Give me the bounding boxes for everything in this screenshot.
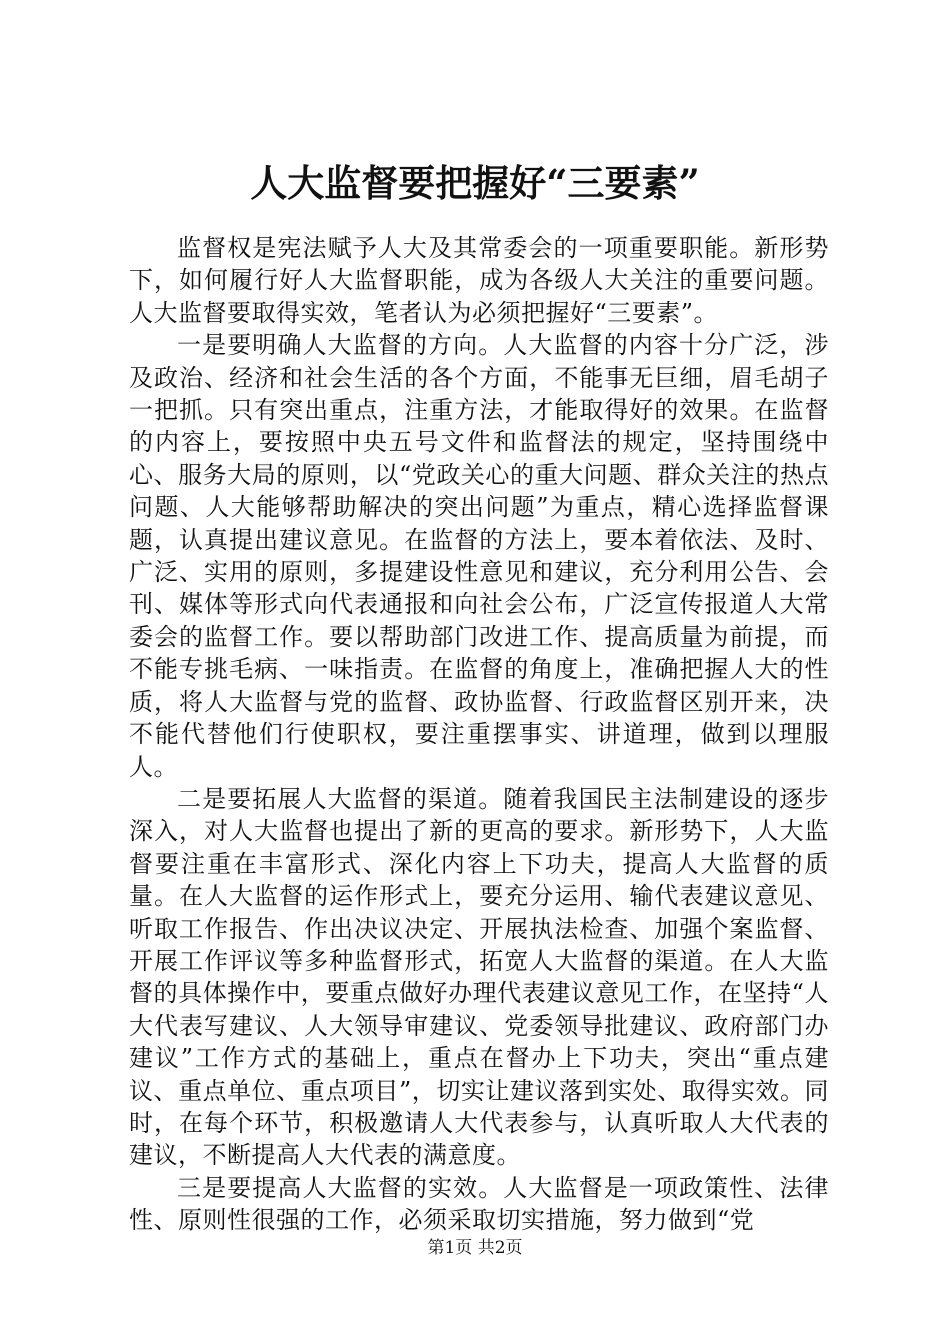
page-footer: 第1页 共2页 [427, 1238, 523, 1258]
paragraph-second-point: 二是要拓展人大监督的渠道。随着我国民主法制建设的逐步深入，对人大监督也提出了新的更高的要求。新形势下，人大监督要注重在丰富形式、深化内容上下功夫，提高人大监督的质量。在人大监督的运作形式上，要充分运用、输代表建议意见、听取工作报告、作出决议决定、开展执法检查、加强个案监督、开展工作评议等多种监督形式，拓宽人大监督的渠道。在人大监督的具体操作中，要重点做好办理代表建议意见工作，在坚持“人大代表写建议、人大领导审建议、党委领导批建议、政府部门办建议”工作方式的基础上，重点在督办上下功夫，突出“重点建议、重点单位、重点项目”，切实让建议落到实处、取得实效。同时，在每个环节，积极邀请人大代表参与，认真听取人大代表的建议，不断提高人大代表的满意度。 [129, 784, 829, 1170]
paragraph-intro: 监督权是宪法赋予人大及其常委会的一项重要职能。新形势下，如何履行好人大监督职能，成为各级人大关注的重要问题。人大监督要取得实效，笔者认为必须把握好“三要素”。 [129, 234, 829, 327]
paragraph-third-point: 三是要提高人大监督的实效。人大监督是一项政策性、法律性、原则性很强的工作，必须采取切实措施，努力做到“党 [129, 1173, 829, 1235]
paragraph-first-point: 一是要明确人大监督的方向。人大监督的内容十分广泛，涉及政治、经济和社会生活的各个方面，不能事无巨细，眉毛胡子一把抓。只有突出重点，注重方法，才能取得好的效果。在监督的内容上，要按照中央五号文件和监督法的规定，坚持围绕中心、服务大局的原则，以“党政关心的重大问题、群众关注的热点问题、人大能够帮助解决的突出问题”为重点，精心选择监督课题，认真提出建议意见。在监督的方法上，要本着依法、及时、广泛、实用的原则，多提建设性意见和建议，充分利用公告、会刊、媒体等形式向代表通报和向社会公布，广泛宣传报道人大常委会的监督工作。要以帮助部门改进工作、提高质量为前提，而不能专挑毛病、一味指责。在监督的角度上，准确把握人大的性质，将人大监督与党的监督、政协监督、行政监督区别开来，决不能代替他们行使职权，要注重摆事实、讲道理，做到以理服人。 [129, 331, 829, 781]
document-body [129, 232, 829, 1237]
document-title: 人大监督要把握好“三要素” [250, 161, 700, 205]
